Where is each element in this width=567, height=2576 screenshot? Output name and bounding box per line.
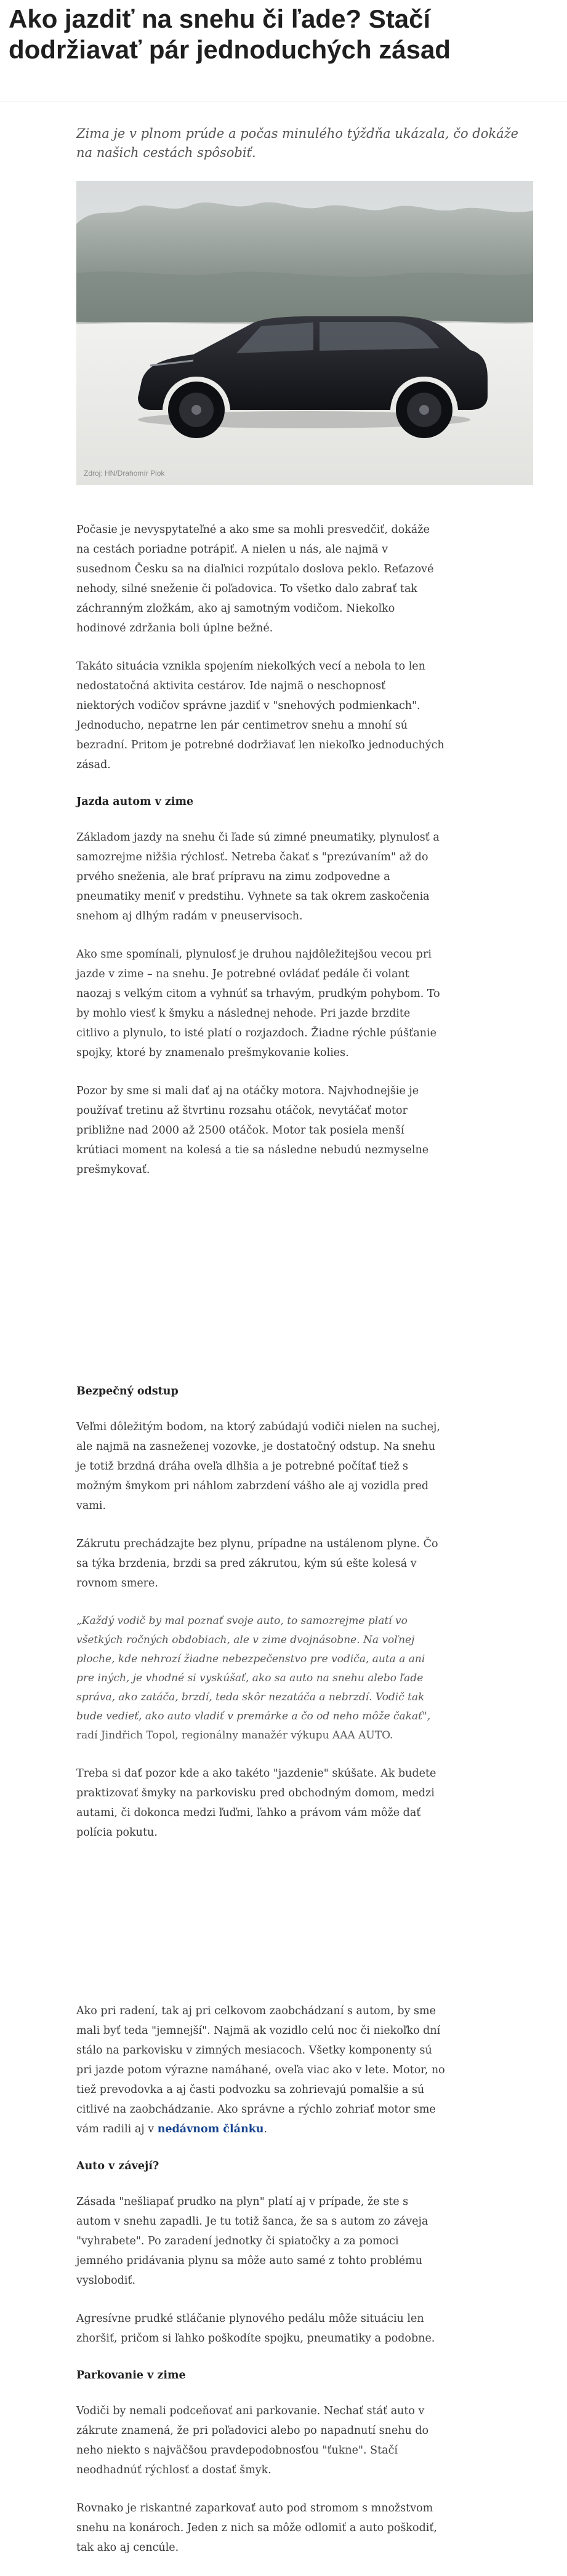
paragraph: Počasie je nevyspytateľné a ako sme sa mohli presvedčiť, dokáže na cestách poriadne potrápiť. A nielen u nás, ale najmä v susednom Česku sa na diaľnici rozpútalo doslova peklo. Reťazové nehody, silné sneženie či poľadovica. To všetko dalo zabrať tak záchranným zložkám, ako aj samotným vodičom. Niekoľko hodinové zdržania boli úplne bežné. xyxy=(76,524,434,634)
paragraph: Rovnako je riskantné zaparkovať auto pod stromom s množstvom snehu na konároch. Jeden z nich sa môže odlomiť a auto poškodiť, tak ako aj cencúle. xyxy=(76,2502,437,2554)
paragraph: Pozor by sme si mali dať aj na otáčky motora. Najvhodnejšie je používať tretinu až štvrtinu rozsahu otáčok, nevytáčať motor približne nad 2000 až 2500 otáčok. Motor tak posiela menší krútiaci moment na kolesá a tie sa následne nebudú nezmyselne prešmykovať. xyxy=(76,1085,429,1176)
expert-quote xyxy=(76,1612,446,1745)
article-perex: Zima je v plnom prúde a počas minulého týždňa ukázala, čo dokáže na našich cestách spôsobiť. xyxy=(76,126,519,160)
paragraph: Takáto situácia vznikla spojením niekoľkých vecí a nebola to len nedostatočná aktivita cestárov. Ide najmä o neschopnosť niektorých vodičov správne jazdiť v "snehových podmienkach". Jednoducho, nepatrne len pár centimetrov snehu a mnohí sú bezradní. Pritom je potrebné dodržiavať len niekoľko jednoduchých zásad. xyxy=(76,660,444,771)
article-title: Ako jazdiť na snehu či ľade? Stačí dodržiavať pár jednoduchých zásad xyxy=(9,4,451,64)
section-heading-car-in-snowdrift: Auto v závejí? xyxy=(76,2160,159,2172)
article-photo[interactable] xyxy=(76,181,533,485)
paragraph: Treba si dať pozor kde a ako takéto "jazdenie" skúšate. Ak budete praktizovať šmyky na parkovisku pred obchodným domom, medzi autami, či dokonca medzi ľuďmi, ľahko a právom vám môže dať polícia pokutu. xyxy=(76,1767,436,1839)
article-body xyxy=(76,520,446,2576)
quote-attribution: radí Jindřich Topol, regionálny manažér výkupu AAA AUTO. xyxy=(76,1729,393,1742)
paragraph: Veľmi dôležitým bodom, na ktorý zabúdajú vodiči nielen na suchej, ale najmä na zasneženej vozovke, je dostatočný odstup. Na snehu je totiž brzdná dráha oveľa dlhšia a je potrebné počítať tiež s možným šmykom pri náhlom zabrzdení vášho ale aj vozidla pred vami. xyxy=(76,1421,440,1512)
section-heading-winter-driving: Jazda autom v zime xyxy=(76,796,194,808)
section-heading-winter-parking: Parkovanie v zime xyxy=(76,2369,186,2382)
ad-placeholder xyxy=(76,1861,446,2001)
section-heading-safe-distance: Bezpečný odstup xyxy=(76,1385,179,1398)
paragraph: Agresívne prudké stláčanie plynového pedálu môže situáciu len zhoršiť, pričom si ľahko poškodíte spojku, pneumatiky a podobne. xyxy=(76,2313,435,2345)
photo-credit: Zdroj: HN/Drahomír Piok xyxy=(84,469,165,478)
quote-text: „Každý vodič by mal poznať svoje auto, to samozrejme platí vo všetkých ročných obdobiach, ale v zime dvojnásobne. Na voľnej ploche, kde nehrozí žiadne nebezpečenstvo pre vodiča, auta a ani pre iných, je vhodné si vyskúšať, ako sa auto na snehu alebo ľade správa, ako zatáča, brzdí, teda skôr nezatáča a nebrzdí. Vodič tak bude vedieť, ako auto vladiť v premárke a čo od neho môže čakať", xyxy=(76,1615,431,1722)
paragraph-text: Ako pri radení, tak aj pri celkovom zaobchádzaní s autom, by sme mali byť teda "jemnejší". Najmä ak vozidlo celú noc či niekoľko dní stálo na parkovisku v zimných mesiacoch. Všetky komponenty sú pri jazde potom výrazne namáhané, oveľa viac ako v lete. Motor, no tiež prevodovka a aj časti podvozku sa zohrievajú pomalšie a sú citlivé na zaobchádzanie. Ako správne a rýchlo zohriať motor sme vám radili aj v xyxy=(76,2005,445,2135)
recent-article-link[interactable]: nedávnom článku xyxy=(157,2123,264,2135)
paragraph: Zákrutu prechádzajte bez plynu, prípadne na ustálenom plyne. Čo sa týka brzdenia, brzdi sa pred zákrutou, kým sú ešte kolesá v rovnom smere. xyxy=(76,1538,438,1590)
paragraph: Ako sme spomínali, plynulosť je druhou najdôležitejšou vecou pri jazde v zime – na snehu. Je potrebné ovládať pedále či volant naozaj s veľkým citom a vyhnúť sa trhavým, prudkým pohybom. To by mohlo viesť k šmyku a následnej nehode. Pri jazde brzdite citlivo a plynulo, to isté platí o rozjazdoch. Žiadne rýchle púšťanie spojky, ktoré by znamenalo prešmykovanie kolies. xyxy=(76,948,440,1059)
paragraph: Vodiči by nemali podceňovať ani parkovanie. Nechať stáť auto v zákrute znamená, že pri poľadovici alebo po napadnutí snehu do neho niekto s najväčšou pravdepodobnosťou "ťukne". Stačí neodhadnúť rýchlosť a dostať šmyk. xyxy=(76,2405,429,2476)
paragraph: Zásada "nešliapať prudko na plyn" platí aj v prípade, že ste s autom v snehu zapadli. Je tu totiž šanca, že sa s autom zo záveja "vyhrabete". Po zaradení jednotky či spiatočky a za pomoci jemného pridávania plynu sa môže auto samé z tohto problému vyslobodiť. xyxy=(76,2196,428,2287)
paragraph: Základom jazdy na snehu či ľade sú zimné pneumatiky, plynulosť a samozrejme nižšia rýchlosť. Netreba čakať s "prezúvaním" až do prvého sneženia, ale brať prípravu na zimu zodpovedne a pneumatiky meniť v predstihu. Vyhnete sa tak okrem zaskočenia snehom aj dlhým radám v pneuservisoch. xyxy=(76,831,440,922)
paragraph-text-end: . xyxy=(263,2123,268,2135)
paragraph-with-link xyxy=(76,2001,446,2139)
ad-placeholder xyxy=(76,1198,446,1383)
car-in-snow-image xyxy=(76,181,533,485)
